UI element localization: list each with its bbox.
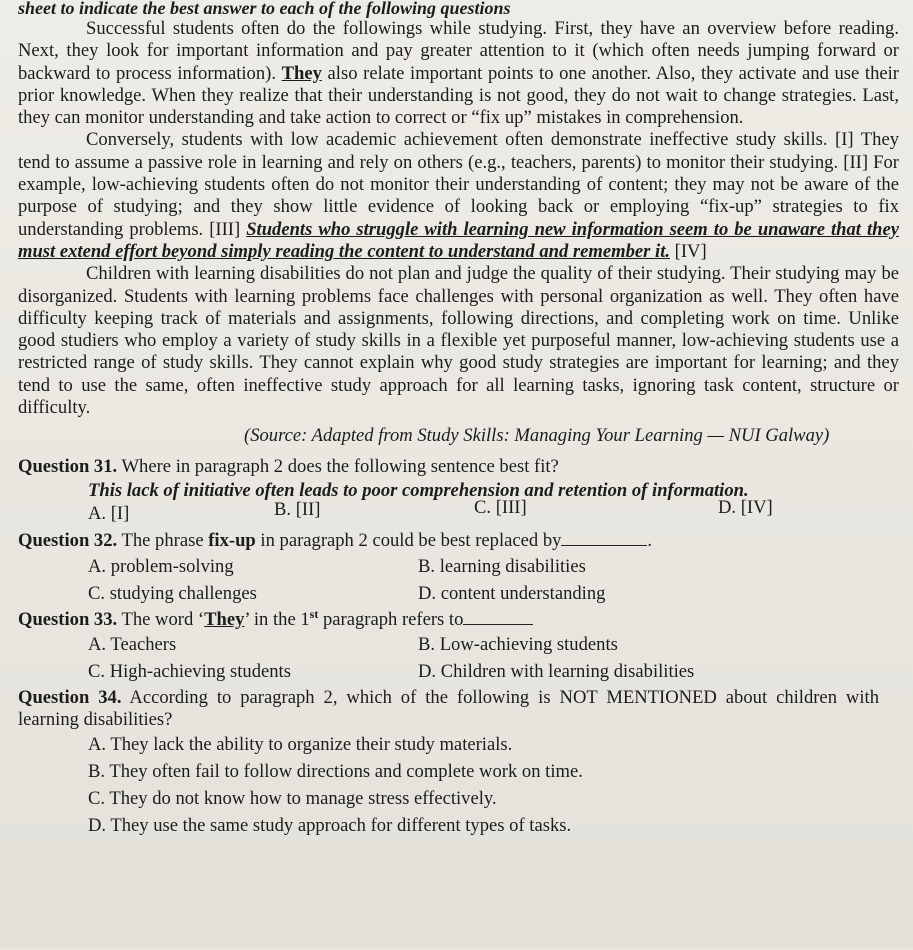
- question-33-text-a: The word ‘: [117, 608, 205, 630]
- instruction-header: sheet to indicate the best answer to each of the following questions: [18, 0, 511, 18]
- question-34-text: According to paragraph 2, which of the following is NOT MENTIONED about children with learning disabilities?: [18, 686, 879, 731]
- option-c[interactable]: C. studying challenges: [88, 582, 257, 604]
- question-33-text-c: paragraph refers to: [318, 608, 464, 630]
- question-33-options-row-2: [18, 658, 899, 685]
- option-d[interactable]: D. [IV]: [718, 497, 773, 519]
- question-32-term: fix-up: [208, 530, 256, 552]
- question-31: [18, 456, 899, 478]
- question-34-option-c[interactable]: C. They do not know how to manage stress effectively.: [88, 788, 497, 810]
- option-b[interactable]: B. learning disabilities: [418, 555, 586, 577]
- option-c[interactable]: C. High-achieving students: [88, 660, 291, 682]
- option-b[interactable]: B. Low-achieving students: [418, 633, 618, 655]
- paragraph-1: [18, 18, 899, 129]
- superscript-st: st: [309, 606, 319, 621]
- question-31-quote: This lack of initiative often leads to poor comprehension and retention of information.: [88, 479, 749, 501]
- question-33-term: They: [204, 608, 245, 630]
- paragraph-2-text-a: Conversely, students with low academic achievement often demonstrate ineffective study skills. [I] They tend to assume a passive role in learning and rely on others (e.g., teachers, parents) to monitor their studying. [II] For example, low-achieving students often do not monitor their understanding of content; they may not be aware of the purpose of studying; and they show little evidence of looking back or employing “fix-up” strategies to fix understanding problems. [III]: [18, 129, 899, 240]
- option-a[interactable]: A. [I]: [88, 503, 130, 525]
- paragraph-3: Children with learning disabilities do not plan and judge the quality of their studying. Their studying may be disorganized. Students with learning problems face challenges with personal organization as well. They often have difficulty keeping track of materials and assignments, following directions, and completing work on time. Unlike good studiers who employ a variety of study skills in a flexible yet purposeful manner, low-achieving students use a restricted range of study skills. They cannot explain why good study strategies are important for learning; and they tend to use the same, often ineffective study approach for all learning tasks, ignoring task content, structure or difficulty.: [18, 263, 899, 419]
- question-33-options-row-1: [18, 631, 899, 658]
- question-34-option-d[interactable]: D. They use the same study approach for different types of tasks.: [88, 815, 572, 837]
- question-32-options-row-2: [18, 580, 899, 607]
- paragraph-2: [18, 129, 899, 263]
- paragraph-2-text-b: [IV]: [670, 240, 707, 262]
- source-citation: (Source: Adapted from Study Skills: Managing Your Learning — NUI Galway): [244, 425, 830, 447]
- question-33-text-b: ’ in the 1: [244, 608, 310, 630]
- question-32-text-a: The phrase: [117, 530, 209, 552]
- option-a[interactable]: A. Teachers: [88, 633, 177, 655]
- option-a[interactable]: A. problem-solving: [88, 555, 234, 577]
- question-31-options: [18, 497, 899, 526]
- they-word: They: [281, 62, 322, 84]
- question-32-label: Question 32.: [18, 530, 118, 552]
- emphasized-sentence: Students who struggle with learning new information seem to be unaware that they must extend effort beyond simply reading the content to understand and remember it.: [18, 218, 899, 262]
- question-32-end: .: [647, 530, 653, 552]
- question-32-text-b: in paragraph 2 could be best replaced by: [255, 530, 562, 552]
- option-c[interactable]: C. [III]: [474, 497, 527, 519]
- question-34-label: Question 34.: [18, 686, 122, 708]
- question-34-option-a[interactable]: A. They lack the ability to organize their study materials.: [88, 734, 513, 756]
- question-32: [18, 530, 899, 552]
- question-32-options-row-1: [18, 553, 899, 580]
- paragraph-1-text-b: also relate important points to one another. Also, they activate and use their prior knowledge. When they realize that their understanding is not good, they do not wait to change strategies. Last, they can monitor understanding and take action to correct or “fix up” mistakes in comprehension.: [18, 62, 899, 129]
- option-b[interactable]: B. [II]: [274, 499, 321, 521]
- paragraph-1-text-a: Successful students often do the followings while studying. First, they have an overview before reading. Next, they look for important information and pay greater attention to it (which often needs jumping forward or backward to process information).: [18, 18, 899, 84]
- question-33: [18, 606, 899, 631]
- question-34: [18, 687, 899, 732]
- answer-blank: [561, 531, 647, 546]
- question-33-label: Question 33.: [18, 608, 118, 630]
- question-34-option-b[interactable]: B. They often fail to follow directions and complete work on time.: [88, 761, 583, 783]
- option-d[interactable]: D. Children with learning disabilities: [418, 660, 695, 682]
- answer-blank: [463, 610, 533, 625]
- question-31-label: Question 31.: [18, 455, 118, 477]
- question-31-text: Where in paragraph 2 does the following sentence best fit?: [117, 455, 559, 477]
- option-d[interactable]: D. content understanding: [418, 582, 606, 604]
